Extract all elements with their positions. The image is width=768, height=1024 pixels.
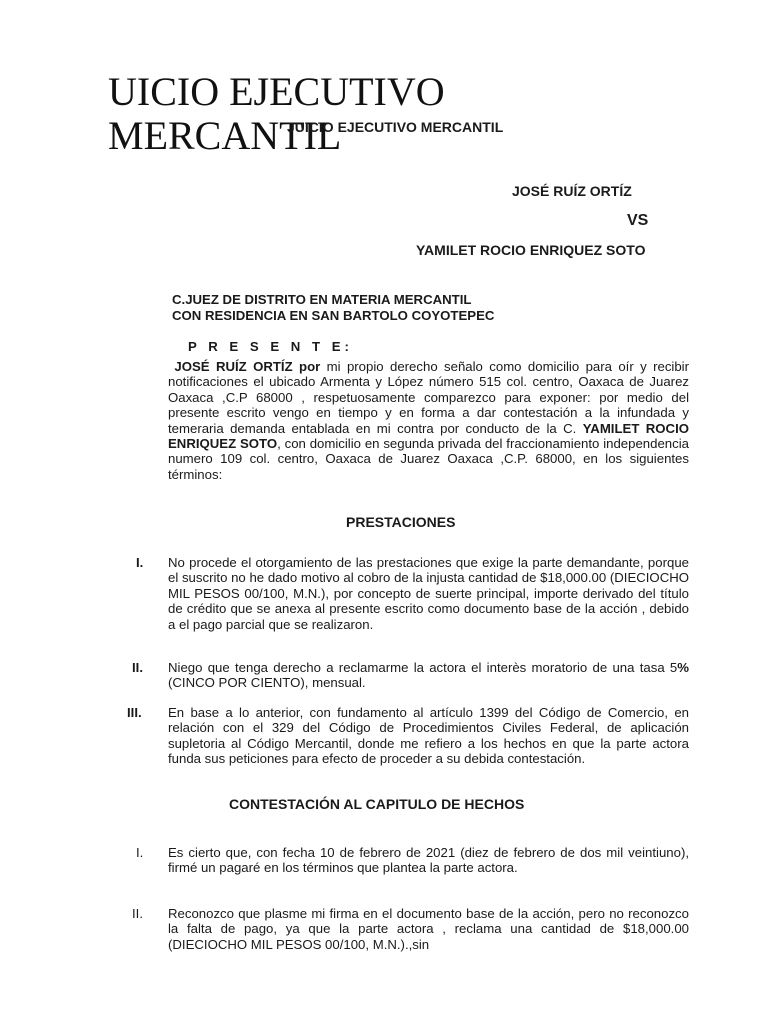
large-title-line-2: MERCANTIL: [108, 113, 342, 158]
hecho-item: Reconozco que plasme mi firma en el documento base de la acción, pero no reconozco la falta de pago, ya que la parte actora , reclama una cantidad de $18,000.00 (DIECIOCHO MIL PESOS 00/100, M.N.).,sin: [168, 906, 689, 952]
hecho-numeral: II.: [132, 906, 143, 921]
prestacion-item: [168, 660, 689, 691]
intro-name: JOSÉ RUÍZ ORTÍZ por: [174, 359, 321, 374]
prestacion-numeral: II.: [132, 660, 143, 675]
case-title: JUICIO EJECUTIVO MERCANTIL: [287, 119, 504, 135]
defendant-name: YAMILET ROCIO ENRIQUEZ SOTO: [416, 242, 646, 258]
presente-label: P R E S E N T E:: [188, 339, 353, 354]
intro-defendant: YAMILET ROCIO ENRIQUEZ SOTO: [168, 420, 689, 452]
intro-text-1: mi propio derecho señalo como domicilio para oír y recibir notificaciones el ubicado Armenta y López número 515 col. centro, Oaxaca de Juarez Oaxaca ,C.P 68000 , respetuosamente comparezco para exponer: por medio del presente escrito vengo en tiempo y en forma a dar contestación a la infundada y temeraria demanda entablada en mi contra por conducto de la C.: [168, 359, 689, 436]
prestacion-item: En base a lo anterior, con fundamento al artículo 1399 del Código de Comercio, en relación con el 329 del Código de Procedimientos Civiles Federal, de aplicación supletoria al Código Mercantil, donde me refiero a los hechos en que la parte actora funda sus peticiones para efecto de proceder a su debida contestación.: [168, 705, 689, 767]
intro-text-2: , con domicilio en segunda privada del fraccionamiento independencia numero 109 col. centro, Oaxaca de Juarez Oaxaca ,C.P. 68000, en los siguientes términos:: [168, 436, 690, 482]
contestacion-heading: CONTESTACIÓN AL CAPITULO DE HECHOS: [229, 796, 525, 812]
prestaciones-heading: PRESTACIONES: [346, 514, 456, 530]
intro-paragraph: [168, 359, 689, 482]
hecho-numeral: I.: [136, 845, 144, 860]
addressee-line-2: CON RESIDENCIA EN SAN BARTOLO COYOTEPEC: [172, 308, 495, 323]
large-title-line-1: UICIO EJECUTIVO: [108, 69, 445, 114]
prestacion-item: No procede el otorgamiento de las prestaciones que exige la parte demandante, porque el suscrito no he dado motivo al cobro de la injusta cantidad de $18,000.00 (DIECIOCHO MIL PESOS 00/100, M.N.), por concepto de suerte principal, importe derivado del título de crédito que se anexa al presente escrito como documento base de la acción , debido a el pago parcial que se realizaron.: [168, 555, 689, 632]
versus-label: VS: [627, 212, 649, 229]
prestacion-text-bold: %: [677, 660, 689, 675]
prestacion-text-b: (CINCO POR CIENTO), mensual.: [168, 675, 366, 691]
prestacion-numeral: I.: [136, 555, 144, 570]
prestacion-text-a: Niego que tenga derecho a reclamarme la actora el interès moratorio de una tasa 5: [168, 660, 678, 675]
hecho-item: Es cierto que, con fecha 10 de febrero de 2021 (diez de febrero de dos mil veintiuno), firmé un pagaré en los términos que plantea la parte actora.: [168, 845, 689, 876]
addressee-line-1: C.JUEZ DE DISTRITO EN MATERIA MERCANTIL: [172, 292, 472, 307]
plaintiff-name: JOSÉ RUÍZ ORTÍZ: [512, 183, 632, 199]
prestacion-numeral: III.: [127, 705, 142, 720]
